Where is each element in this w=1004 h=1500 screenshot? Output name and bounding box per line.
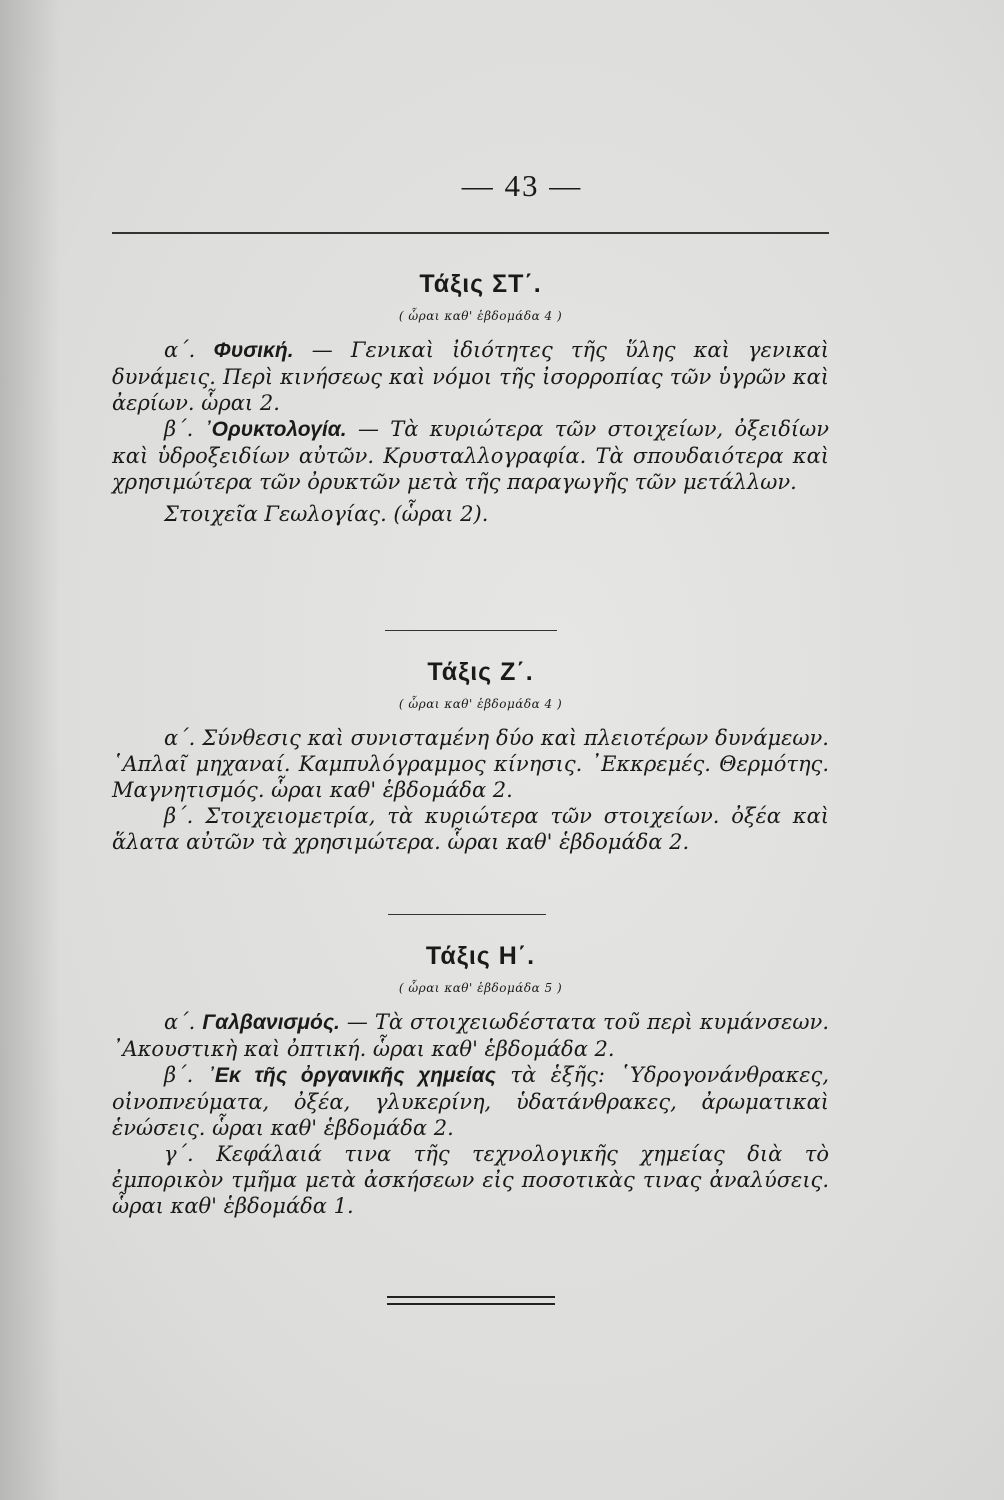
rule-line bbox=[387, 1303, 555, 1305]
section-class-8 bbox=[112, 942, 829, 1219]
page-number: — 43 — bbox=[461, 168, 583, 203]
curriculum-item bbox=[112, 337, 829, 416]
item-marker: β΄. bbox=[164, 1063, 194, 1087]
header-rule bbox=[112, 232, 829, 234]
item-title: ᾿Εκ τῆς ὀργανικῆς χημείας bbox=[207, 1064, 496, 1087]
section-heading: Τάξις Η΄. bbox=[425, 942, 536, 970]
section-hours: ( ὧραι καθ' ἑβδομάδα 4 ) bbox=[398, 697, 563, 711]
section-heading: Τάξις ΣΤ΄. bbox=[419, 270, 542, 298]
item-title: ᾿Ορυκτολογία. bbox=[204, 418, 347, 441]
item-text: τὰ ἑξῆς: ῾Υδρογονάνθρακες, οἰνοπνεύματα, ὀξέα, γλυκερίνη, ὑδατάνθρακες, ἀρωματικαὶ ἑνώσεις. ὧραι καθ' ἑβδομάδα 2. bbox=[112, 1063, 829, 1140]
curriculum-item bbox=[112, 1009, 829, 1062]
item-title: Φυσική. bbox=[213, 339, 294, 362]
item-title: Γαλβανισμός. bbox=[202, 1011, 340, 1034]
curriculum-item bbox=[112, 416, 829, 495]
curriculum-item bbox=[112, 803, 829, 855]
end-double-rule bbox=[387, 1296, 555, 1310]
section-hours: ( ὧραι καθ' ἑβδομάδα 5 ) bbox=[398, 981, 563, 995]
item-marker: α΄. bbox=[164, 726, 196, 750]
section-class-6 bbox=[112, 270, 829, 527]
item-text: Κεφάλαιά τινα τῆς τεχνολογικῆς χημείας διὰ τὸ ἐμπορικὸν τμῆμα μετὰ ἀσκήσεων εἰς ποσοτικὰς τινας ἀναλύσεις. ὧραι καθ' ἑβδομάδα 1. bbox=[112, 1142, 829, 1218]
section-divider bbox=[388, 914, 546, 915]
item-marker: γ΄. bbox=[164, 1142, 194, 1166]
item-text: Σύνθεσις καὶ συνισταμένη δύο καὶ πλειοτέρων δυνάμεων. ῾Απλαῖ μηχαναί. Καμπυλόγραμμος κίνησις. ᾿Εκκρεμές. Θερμότης. Μαγνητισμός. ὧραι καθ' ἑβδομάδα 2. bbox=[112, 726, 829, 802]
item-text: — Γενικαὶ ἰδιότητες τῆς ὕλης καὶ γενικαὶ δυνάμεις. Περὶ κινήσεως καὶ νόμοι τῆς ἰσορροπίας τῶν ὑγρῶν καὶ ἀερίων. ὧραι 2. bbox=[112, 338, 829, 415]
curriculum-item bbox=[112, 1141, 829, 1219]
section-class-7 bbox=[112, 658, 829, 855]
item-text: — Τὰ κυριώτερα τῶν στοιχείων, ὀξειδίων καὶ ὑδροξειδίων αὐτῶν. Κρυσταλλογραφία. Τὰ σπουδαιότερα καὶ χρησιμώτερα τῶν ὀρυκτῶν μετὰ τῆς παραγωγῆς τῶν μετάλλων. bbox=[112, 417, 829, 494]
section-heading: Τάξις Ζ΄. bbox=[427, 658, 534, 686]
item-text: Στοιχεῖα Γεωλογίας. (ὧραι 2). bbox=[164, 502, 489, 526]
section-divider bbox=[385, 630, 557, 631]
page-edge-shadow bbox=[0, 0, 60, 1500]
item-marker: β΄. bbox=[164, 804, 194, 828]
rule-line bbox=[387, 1296, 555, 1298]
curriculum-item bbox=[112, 501, 829, 527]
item-marker: α΄. bbox=[164, 338, 196, 362]
curriculum-item bbox=[112, 1062, 829, 1141]
curriculum-item bbox=[112, 725, 829, 803]
section-hours: ( ὧραι καθ' ἑβδομάδα 4 ) bbox=[398, 309, 563, 323]
item-marker: β΄. bbox=[164, 417, 194, 441]
item-marker: α΄. bbox=[164, 1010, 196, 1034]
item-text: — Τὰ στοιχειωδέστατα τοῦ περὶ κυμάνσεων. ᾿Ακουστικὴ καὶ ὀπτική. ὧραι καθ' ἑβδομάδα 2. bbox=[112, 1010, 829, 1061]
item-text: Στοιχειομετρία, τὰ κυριώτερα τῶν στοιχείων. ὀξέα καὶ ἅλατα αὐτῶν τὰ χρησιμώτερα. ὧραι καθ' ἑβδομάδα 2. bbox=[112, 804, 829, 854]
